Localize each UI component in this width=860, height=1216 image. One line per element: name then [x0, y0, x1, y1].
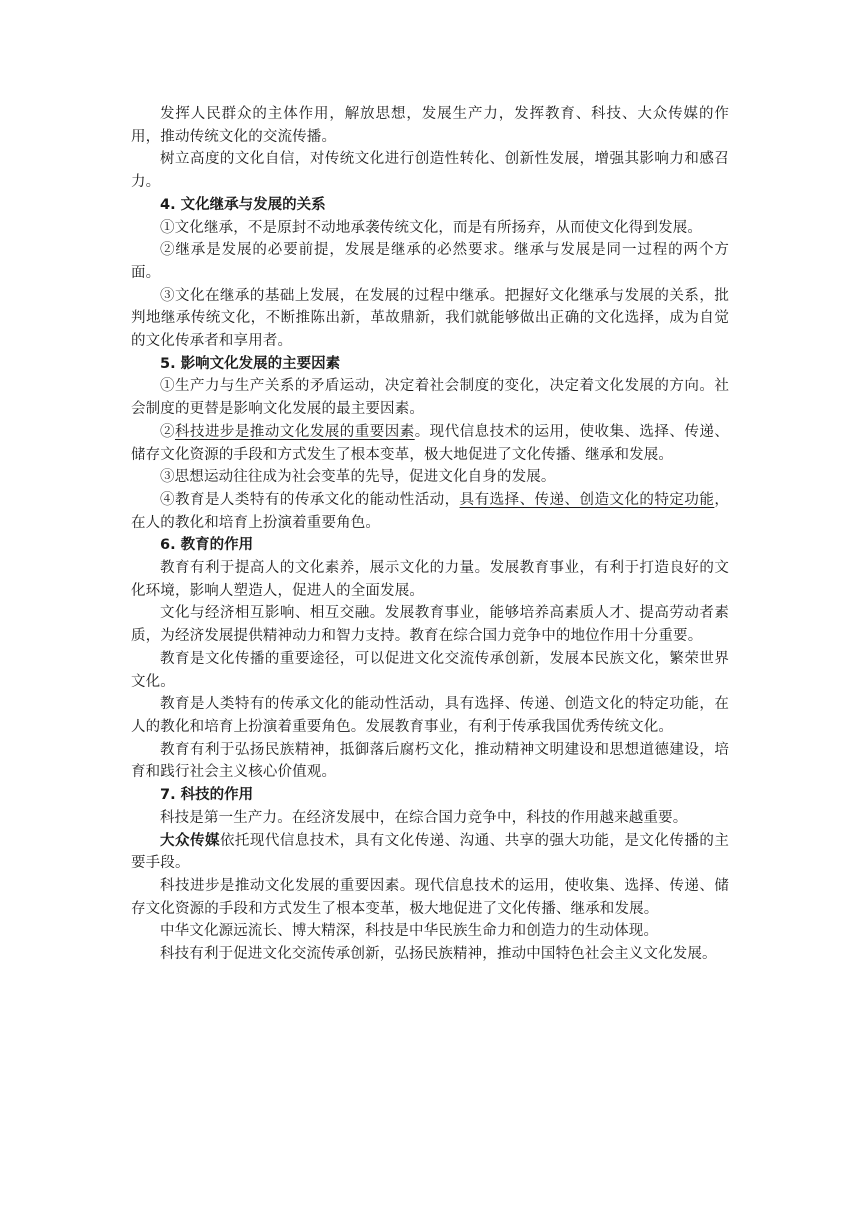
paragraph: ①文化继承，不是原封不动地承袭传统文化，而是有所扬弃，从而使文化得到发展。 [160, 219, 703, 236]
section-heading: 6. 教育的作用 [160, 537, 254, 554]
paragraph: 科技是第一生产力。在经济发展中，在综合国力竞争中，科技的作用越来越重要。 [160, 809, 688, 826]
paragraph: 科技有利于促进文化交流传承创新，弘扬民族精神，推动中国特色社会主义文化发展。 [160, 946, 717, 963]
paragraph [131, 830, 729, 875]
paragraph: ②继承是发展的必要前提，发展是继承的必然要求。继承与发展是同一过程的两个方面。 [131, 242, 729, 281]
underlined-phrase: 科技进步是推动文化发展的重要因素 [174, 423, 415, 440]
paragraph: 教育是人类特有的传承文化的能动性活动，具有选择、传递、创造文化的特定功能，在人的教化和培育上扮演着重要角色。发展教育事业，有利于传承我国优秀传统文化。 [131, 696, 729, 735]
bold-term: 大众传媒 [160, 832, 220, 849]
paragraph-text: ，在人的教化和培育上扮演着重要角色。 [131, 491, 729, 531]
paragraph: 中华文化源远流长、博大精深，科技是中华民族生命力和创造力的生动体现。 [160, 923, 659, 940]
paragraph: ③文化在继承的基础上发展，在发展的过程中继承。把握好文化继承与发展的关系，批判地继承传统文化，不断推陈出新，革故鼎新，我们就能够做出正确的文化选择，成为自觉的文化传承者和享用者。 [131, 287, 729, 350]
paragraph: 科技进步是推动文化发展的重要因素。现代信息技术的运用，使收集、选择、传递、储存文化资源的手段和方式发生了根本变革，极大地促进了文化传播、继承和发展。 [131, 877, 729, 917]
paragraph-text: ④教育是人类特有的传承文化的能动性活动， [160, 491, 460, 508]
paragraph: 发挥人民群众的主体作用，解放思想，发展生产力，发挥教育、科技、大众传媒的作用，推动传统文化的交流传播。 [131, 106, 729, 145]
paragraph: 教育是文化传播的重要途径，可以促进文化交流传承创新，发展本民族文化，繁荣世界文化。 [131, 650, 729, 690]
paragraph-text: 。现代信息技术的运用，使收集、选择、传递、储存文化资源的手段和方式发生了根本变革，极大地促进了文化传播、继承和发展。 [131, 423, 729, 463]
paragraph: 文化与经济相互影响、相互交融。发展教育事业，能够培养高素质人才、提高劳动者素质，为经济发展提供精神动力和智力支持。教育在综合国力竞争中的地位作用十分重要。 [131, 605, 729, 645]
paragraph [131, 421, 729, 466]
paragraph: ③思想运动往往成为社会变革的先导，促进文化自身的发展。 [160, 469, 556, 486]
section-heading: 5. 影响文化发展的主要因素 [160, 355, 341, 372]
section-heading: 4. 文化继承与发展的关系 [160, 196, 326, 213]
document-page [131, 103, 729, 966]
underlined-phrase: 具有选择、传递、创造文化的特定功能 [459, 491, 715, 508]
section-heading: 7. 科技的作用 [160, 787, 254, 804]
paragraph: 树立高度的文化自信，对传统文化进行创造性转化、创新性发展，增强其影响力和感召力。 [131, 151, 729, 191]
paragraph: ①生产力与生产关系的矛盾运动，决定着社会制度的变化，决定着文化发展的方向。社会制度的更替是影响文化发展的最主要因素。 [131, 378, 729, 418]
paragraph [131, 489, 729, 534]
list-marker: ② [160, 423, 175, 440]
paragraph-text: 依托现代信息技术，具有文化传递、沟通、共享的强大功能，是文化传播的主要手段。 [131, 832, 729, 872]
paragraph: 教育有利于提高人的文化素养，展示文化的力量。发展教育事业，有利于打造良好的文化环境，影响人塑造人，促进人的全面发展。 [131, 560, 729, 599]
paragraph: 教育有利于弘扬民族精神，抵御落后腐朽文化，推动精神文明建设和思想道德建设，培育和践行社会主义核心价值观。 [131, 741, 729, 781]
